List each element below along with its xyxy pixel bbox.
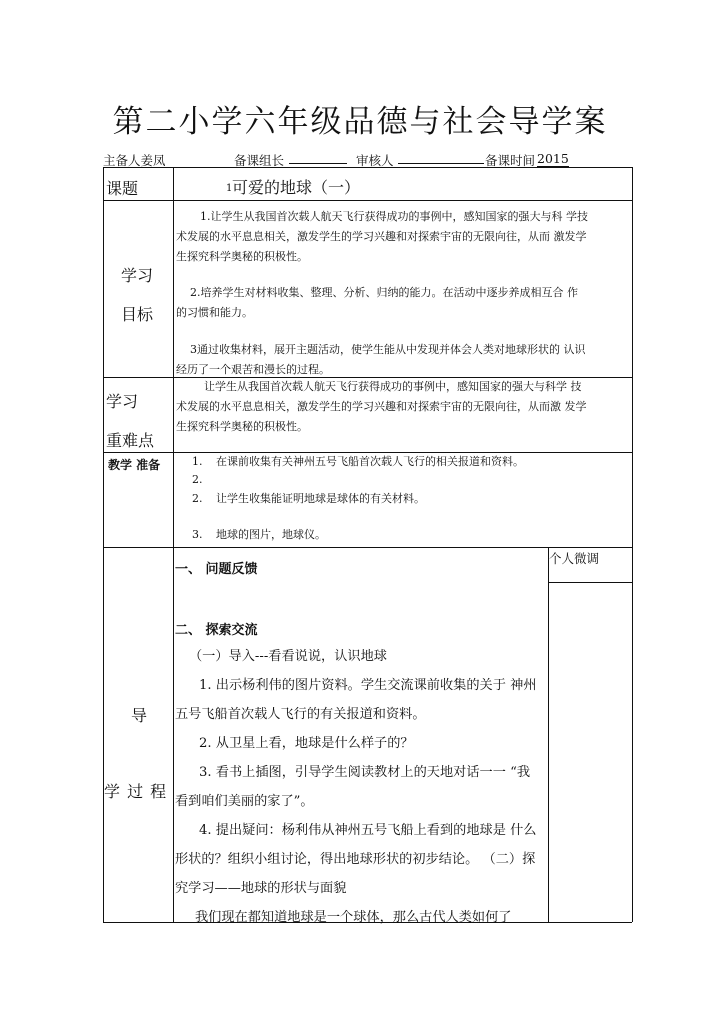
lead-teacher-label: 主备人姜凤 (103, 153, 166, 168)
process-label-2: 学 过 程 (104, 782, 168, 801)
table-border-top (103, 167, 632, 168)
page-title: 第二小学六年级品德与社会导学案 (112, 104, 608, 140)
topic-number: 1 (226, 183, 233, 194)
preparation-item: 3. 地球的图片，地球仪。 (192, 528, 326, 541)
table-border-right (632, 167, 633, 922)
process-step: 3. 看书上插图，引导学生阅读教材上的天地对话一一 “我 (199, 765, 531, 780)
process-label-1: 导 (131, 706, 148, 725)
process-step: 1. 出示杨利伟的图片资料。学生交流课前收集的关于 神州 (199, 678, 537, 693)
sub-intro: （一）导入---看看说说，认识地球 (189, 649, 387, 664)
process-step: 我们现在都知道地球是一个球体，那么古代人类如何了 (195, 910, 512, 925)
preparation-item: 2. (192, 473, 203, 486)
section-explore-exchange: 二、 探索交流 (175, 623, 258, 638)
objective-paragraph-1: 1.让学生从我国首次载人航天飞行获得成功的事例中，感知国家的强大与科 学技 术发展的水平息息相关，激发学生的学习兴趣和对探索宇宙的无限向往，从而 激发学 生探究科学奥秘的积极性。 (176, 210, 588, 263)
adjust-header-divider (548, 582, 632, 583)
table-border-left (103, 167, 104, 922)
objective-paragraph-3: 3通过收集材料，展开主题活动，使学生能从中发现并体会人类对地球形状的 认识 经历了一个艰苦和漫长的过程。 (176, 343, 586, 376)
topic-value: 可爱的地球（一） (232, 178, 361, 197)
objective-paragraph-2: 2.培养学生对材料收集、整理、分析、归纳的能力。在活动中逐步养成相互合 作 的习惯和能力。 (176, 286, 578, 319)
process-step: 4. 提出疑问：杨利伟从神州五号飞船上看到的地球是 什么 (199, 823, 537, 838)
process-body: （一）导入---看看说说，认识地球 1. 出示杨利伟的图片资料。学生交流课前收集的关于 神州 五号飞船首次载人飞行的有关报道和资料。 2. 从卫星上看，地球是什么样子的？ 3. 看书上插图，引导学生阅读教材上的天地对话一一 “我 看到咱们美丽的家了”。 4. 提出疑问：杨利伟从神州五号飞船上看到的地球是 什么 形状的？组织小组讨论，得出地球形状的初步结论。 （二）探 究学习——地球的形状与面貌 我们现在都知道地球是一个球体，那么古代人类如何了 (175, 642, 547, 932)
preparation-label: 教学 准备 (108, 458, 161, 472)
preparation-item: 1. 在课前收集有关神州五号飞船首次载人飞行的相关报道和资料。 (192, 455, 524, 468)
preparation-item: 2. 让学生收集能证明地球是球体的有关材料。 (192, 492, 425, 505)
topic-label: 课题 (106, 179, 139, 198)
objectives-label-2: 目标 (121, 305, 154, 324)
objectives-label-1: 学习 (121, 266, 154, 285)
section-question-feedback: 一、 问题反馈 (175, 562, 258, 577)
personal-adjust-header: 个人微调 (549, 551, 600, 566)
prep-time-label: 备课时间 (485, 153, 536, 168)
prep-time-value: 2015 (537, 151, 569, 166)
process-step: 2. 从卫星上看，地球是什么样子的？ (199, 736, 414, 751)
row-divider (103, 200, 632, 201)
reviewer-label: 审核人 (356, 153, 394, 168)
adjust-column-divider (548, 547, 549, 922)
group-leader-label: 备课组长 (234, 153, 285, 168)
key-points-label-2: 重难点 (106, 431, 155, 450)
key-points-text: 让学生从我国首次载人航天飞行获得成功的事例中，感知国家的强大与科学 技 术发展的水平息息相关，激发学生的学习兴趣和对探索宇宙的无限向往，从而激 发学 生探究科学奥秘的积极性。 (176, 380, 587, 433)
key-points-label-1: 学习 (106, 392, 139, 411)
row-divider (103, 547, 632, 548)
label-column-divider (173, 167, 174, 922)
